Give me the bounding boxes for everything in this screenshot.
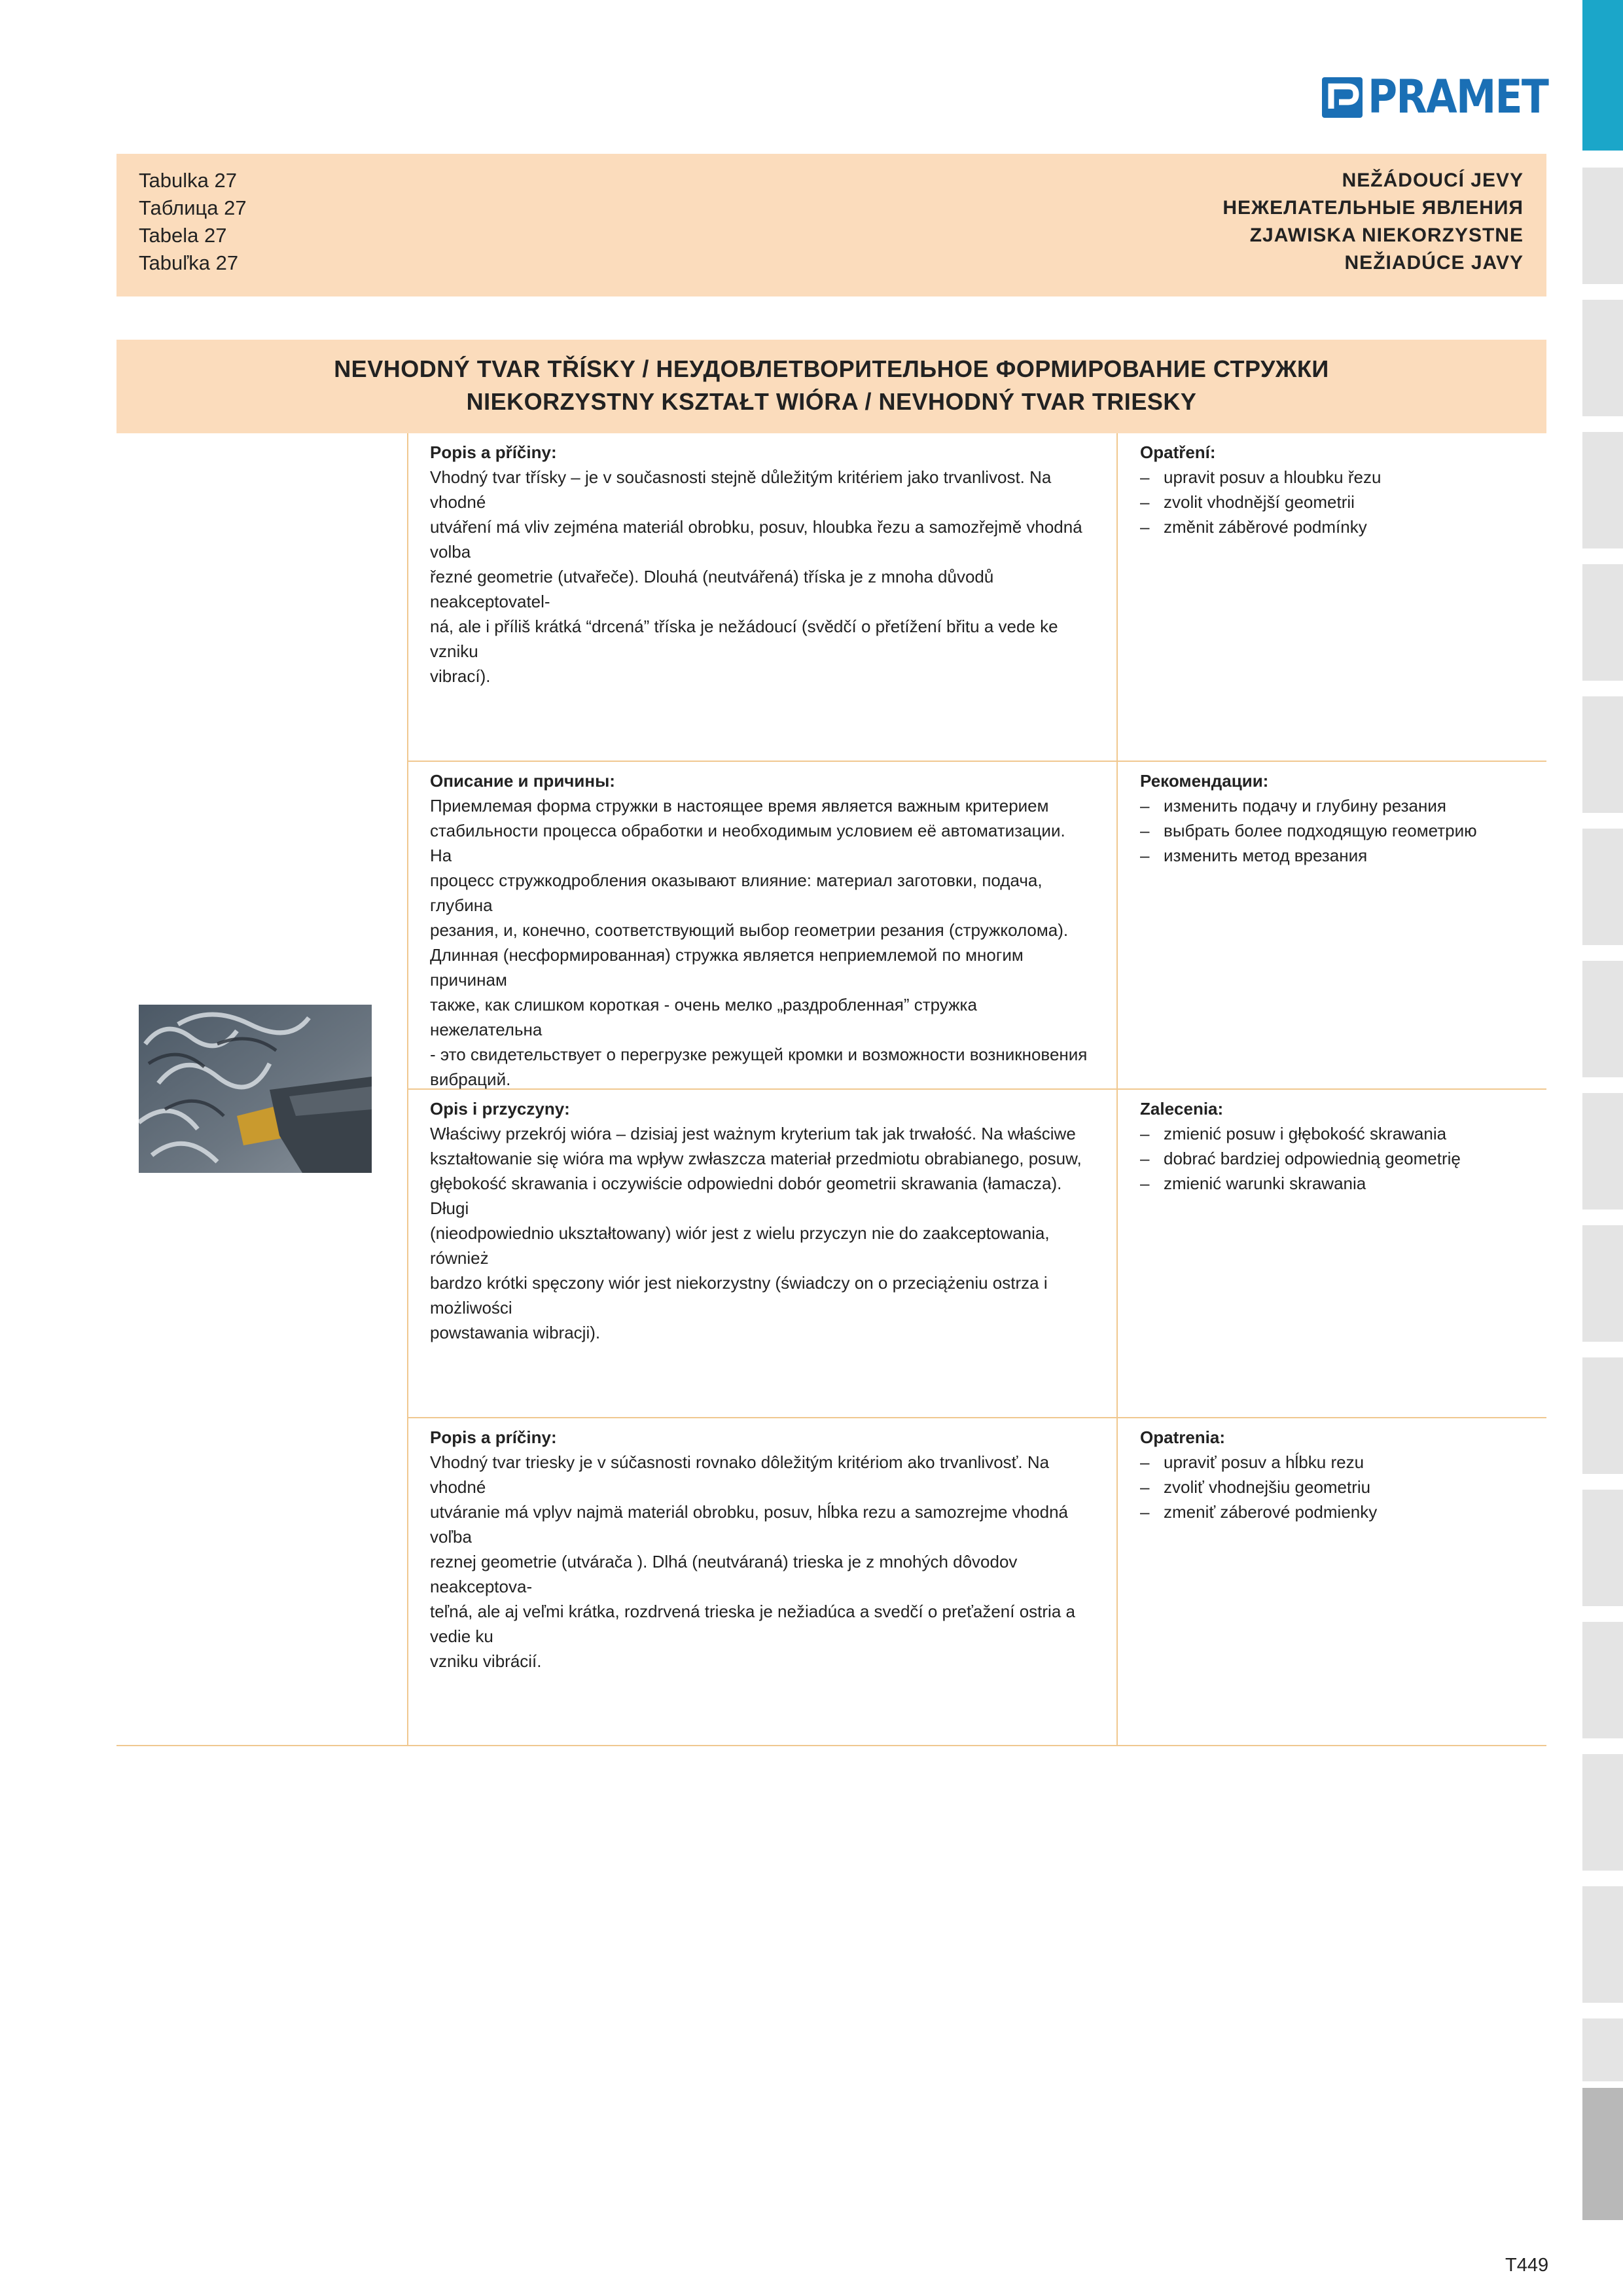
list-item: – upravit posuv a hloubku řezu	[1140, 467, 1382, 487]
description-line: bardzo krótki spęczony wiór jest niekorzystny (świadczy on o przeciążeniu ostrza i możliwości	[430, 1273, 1048, 1318]
list-item-text: zvolit vhodnější geometrii	[1164, 492, 1355, 512]
column-divider-left	[407, 433, 408, 1746]
category-labels	[1222, 167, 1524, 277]
measures-pl	[1140, 1096, 1507, 1196]
description-line: стабильности процесса обработки и необходимым условием её автоматизации. На	[430, 821, 1065, 865]
description-sk	[430, 1425, 1091, 1674]
category-label: NEŽIADÚCE JAVY	[1344, 252, 1524, 274]
page-title-line1: NEVHODNÝ TVAR TŘÍSKY / НЕУДОВЛЕТВОРИТЕЛЬНОЕ ФОРМИРОВАНИЕ СТРУЖКИ	[334, 355, 1329, 382]
category-label: НЕЖЕЛАТЕЛЬНЫЕ ЯВЛЕНИЯ	[1222, 197, 1524, 219]
measures-heading: Opatření:	[1140, 442, 1216, 462]
description-line: řezné geometrie (utvařeče). Dlouhá (neutvářená) tříska je z mnoha důvodů neakceptovatel-	[430, 567, 994, 611]
list-item: – zmienić posuw i głębokość skrawania	[1140, 1124, 1447, 1143]
description-line: vibrací).	[430, 666, 491, 686]
list-item: – изменить метод врезания	[1140, 846, 1368, 865]
column-divider-right	[1116, 433, 1118, 1746]
chapter-tab[interactable]	[1582, 1357, 1623, 1474]
table-label: Таблица 27	[139, 196, 247, 219]
list-item: – upraviť posuv a hĺbku rezu	[1140, 1452, 1364, 1472]
description-line: teľná, ale aj veľmi krátka, rozdrvená trieska je nežiadúca a svedčí o preťažení ostria a vedie ku	[430, 1602, 1075, 1646]
description-line: reznej geometrie (utvárača ). Dlhá (neutváraná) trieska je z mnohých dôvodov neakceptova-	[430, 1552, 1018, 1596]
list-item-text: upraviť posuv a hĺbku rezu	[1164, 1452, 1364, 1472]
table-label: Tabuľka 27	[139, 251, 239, 274]
description-line: ná, ale i příliš krátká “drcená” tříska je nežádoucí (svědčí o přetížení břitu a vede ke vzniku	[430, 617, 1058, 661]
list-item: – zvoliť vhodnejšiu geometriu	[1140, 1477, 1371, 1497]
list-item-text: изменить метод врезания	[1164, 846, 1368, 865]
measures-cs	[1140, 440, 1507, 539]
title-band	[116, 340, 1546, 433]
description-line: (nieodpowiednio ukształtowany) wiór jest z wielu przyczyn nie do zaakceptowania, również	[430, 1223, 1050, 1268]
list-item: – změnit záběrové podmínky	[1140, 517, 1367, 537]
description-line: также, как слишком короткая - очень мелко „раздробленная” стружка нежелательна	[430, 995, 977, 1039]
description-line: vzniku vibrácií.	[430, 1651, 542, 1671]
table-bottom-rule	[116, 1745, 1546, 1746]
chapter-tab[interactable]	[1582, 1093, 1623, 1210]
list-item-text: изменить подачу и глубину резания	[1164, 796, 1446, 816]
description-line: kształtowanie się wióra ma wpływ zwłaszcza materiał przedmiotu obrabianego, posuw,	[430, 1149, 1082, 1168]
description-line: Vhodný tvar triesky je v súčasnosti rovnako dôležitým kritériom ako trvanlivosť. Na vhodné	[430, 1452, 1050, 1497]
chip-photo-image	[139, 1005, 372, 1173]
list-item-text: dobrać bardziej odpowiednią geometrię	[1164, 1149, 1461, 1168]
chapter-tab[interactable]	[1582, 2088, 1623, 2220]
chip-photo	[139, 1005, 372, 1173]
list-item: – zvolit vhodnější geometrii	[1140, 492, 1355, 512]
list-item-text: zmeniť záberové podmienky	[1164, 1502, 1378, 1522]
list-item: – zmeniť záberové podmienky	[1140, 1502, 1378, 1522]
row-divider	[407, 761, 1546, 762]
list-item-text: zmienić warunki skrawania	[1164, 1174, 1366, 1193]
description-line: Właściwy przekrój wióra – dzisiaj jest ważnym kryterium tak jak trwałość. Na właściwe	[430, 1124, 1076, 1143]
description-line: utváření má vliv zejména materiál obrobku, posuv, hloubka řezu a samozřejmě vhodná volba	[430, 517, 1082, 562]
description-line: powstawania wibracji).	[430, 1323, 601, 1342]
page-title-line2: NIEKORZYSTNY KSZTAŁT WIÓRA / NEVHODNÝ TVAR TRIESKY	[466, 388, 1197, 415]
description-line: Длинная (несформированная) стружка является неприемлемой по многим причинам	[430, 945, 1024, 990]
chapter-tab[interactable]	[1582, 829, 1623, 945]
chapter-tab[interactable]	[1582, 0, 1623, 151]
category-label: ZJAWISKA NIEKORZYSTNE	[1249, 224, 1524, 246]
list-item-text: zmienić posuw i głębokość skrawania	[1164, 1124, 1447, 1143]
description-cs	[430, 440, 1091, 689]
description-heading: Popis a príčiny:	[430, 1427, 557, 1447]
chapter-tab[interactable]	[1582, 961, 1623, 1077]
measures-heading: Рекомендации:	[1140, 771, 1269, 791]
description-line: głębokość skrawania i oczywiście odpowiedni dobór geometrii skrawania (łamacza). Długi	[430, 1174, 1062, 1218]
measures-heading: Zalecenia:	[1140, 1099, 1224, 1119]
description-heading: Opis i przyczyny:	[430, 1099, 570, 1119]
list-item-text: změnit záběrové podmínky	[1164, 517, 1367, 537]
list-item-text: zvoliť vhodnejšiu geometriu	[1164, 1477, 1371, 1497]
description-line: резания, и, конечно, соответствующий выбор геометрии резания (стружколома).	[430, 920, 1069, 940]
row-divider	[407, 1417, 1546, 1418]
list-item: – выбрать более подходящую геометрию	[1140, 821, 1477, 840]
chapter-tab[interactable]	[1582, 564, 1623, 681]
chapter-tab[interactable]	[1582, 1622, 1623, 1738]
measures-ru	[1140, 768, 1507, 868]
chapter-tab[interactable]	[1582, 2018, 1623, 2081]
table-labels	[139, 167, 247, 277]
list-item-text: выбрать более подходящую геометрию	[1164, 821, 1477, 840]
measures-sk	[1140, 1425, 1507, 1524]
measures-heading: Opatrenia:	[1140, 1427, 1226, 1447]
description-line: - это свидетельствует о перегрузке режущей кромки и возможности возникновения	[430, 1045, 1088, 1064]
chapter-tab[interactable]	[1582, 300, 1623, 416]
chapter-tab[interactable]	[1582, 696, 1623, 813]
description-heading: Описание и причины:	[430, 771, 615, 791]
chapter-tab[interactable]	[1582, 168, 1623, 284]
category-label: NEŽÁDOUCÍ JEVY	[1342, 170, 1524, 191]
list-item-text: upravit posuv a hloubku řezu	[1164, 467, 1382, 487]
description-line: Приемлемая форма стружки в настоящее время является важным критерием	[430, 796, 1049, 816]
description-line: Vhodný tvar třísky – je v současnosti stejně důležitým kritériem jako trvanlivost. Na vhodné	[430, 467, 1052, 512]
chapter-tab[interactable]	[1582, 1754, 1623, 1871]
description-line: процесс стружкодробления оказывают влияние: материал заготовки, подача, глубина	[430, 870, 1043, 915]
list-item: – dobrać bardziej odpowiednią geometrię	[1140, 1149, 1461, 1168]
description-heading: Popis a příčiny:	[430, 442, 557, 462]
description-line: вибраций.	[430, 1069, 511, 1089]
chapter-tab[interactable]	[1582, 1886, 1623, 2003]
page-number: T449	[1505, 2255, 1549, 2276]
chapter-tab[interactable]	[1582, 432, 1623, 548]
list-item: – изменить подачу и глубину резания	[1140, 796, 1446, 816]
brand-name: PRAMET	[1368, 70, 1548, 124]
list-item: – zmienić warunki skrawania	[1140, 1174, 1366, 1193]
description-line: utváranie má vplyv najmä materiál obrobku, posuv, hĺbka rezu a samozrejme vhodná voľba	[430, 1502, 1068, 1547]
chapter-tab[interactable]	[1582, 1490, 1623, 1606]
table-label: Tabela 27	[139, 224, 227, 247]
description-ru	[430, 768, 1091, 1092]
table-label: Tabulka 27	[139, 169, 237, 192]
chapter-tab[interactable]	[1582, 1225, 1623, 1342]
description-pl	[430, 1096, 1091, 1345]
